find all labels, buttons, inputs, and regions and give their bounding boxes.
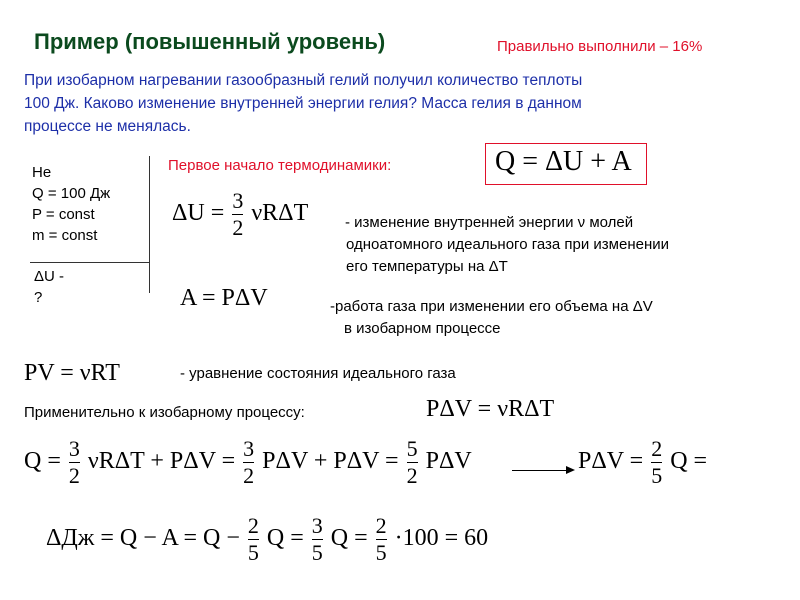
given-vertical-divider — [149, 156, 150, 293]
given-item: m = const — [32, 227, 98, 244]
isobaric-equation: PΔV = νRΔT — [426, 396, 555, 422]
work-formula: A = PΔV — [180, 285, 268, 311]
slide-title: Пример (повышенный уровень) — [34, 29, 386, 54]
find-item: ? — [34, 289, 43, 306]
problem-line: При изобарном нагревании газообразный гелий получил количество теплоты — [24, 72, 583, 89]
heat-derivation: Q = $\frac{3}{2}$ νRΔT + PΔV = $\frac{3}{2}$ PΔV + PΔV = $\frac{5}{2}$ PΔV — [24, 436, 472, 488]
state-description: - уравнение состояния идеального газа — [180, 365, 456, 382]
given-divider — [30, 262, 150, 263]
first-law-formula: Q = ΔU + A — [495, 146, 632, 177]
success-rate: Правильно выполнили – 16% — [497, 38, 703, 55]
given-block — [32, 162, 110, 246]
problem-line: процессе не менялась. — [24, 118, 191, 135]
arrow-line — [512, 470, 568, 471]
given-item: He — [32, 164, 52, 181]
internal-energy-description: - изменение внутренней энергии ν молей одноатомного идеального газа при изменении его температуры на ΔT — [345, 214, 669, 275]
first-law-label: Первое начало термодинамики: — [168, 157, 392, 174]
fraction-3-2: $\frac{3}{2}$ — [232, 188, 244, 240]
internal-energy-formula: ΔU = $\frac{3}{2}$ νRΔT — [172, 188, 309, 240]
arrow-head-icon — [566, 466, 575, 474]
work-description: -работа газа при изменении его объема на ΔV в изобарном процессе — [330, 298, 653, 337]
given-item: Q = 100 Дж — [32, 185, 111, 202]
final-computation: ΔДж = Q − A = Q − $\frac{2}{5}$ Q = $\frac{3}{5}$ Q = $\frac{2}{5}$ ·100 = 60 — [46, 513, 489, 565]
applied-label: Применительно к изобарному процессу: — [24, 404, 305, 421]
problem-text — [24, 69, 784, 138]
pdv-result: PΔV = $\frac{2}{5}$ Q = — [578, 436, 708, 488]
find-item: ΔU - — [34, 268, 65, 285]
problem-line: 100 Дж. Каково изменение внутренней энергии гелия? Масса гелия в данном — [24, 95, 582, 112]
find-block — [34, 266, 94, 308]
state-equation: PV = νRT — [24, 360, 120, 386]
given-item: P = const — [32, 206, 95, 223]
